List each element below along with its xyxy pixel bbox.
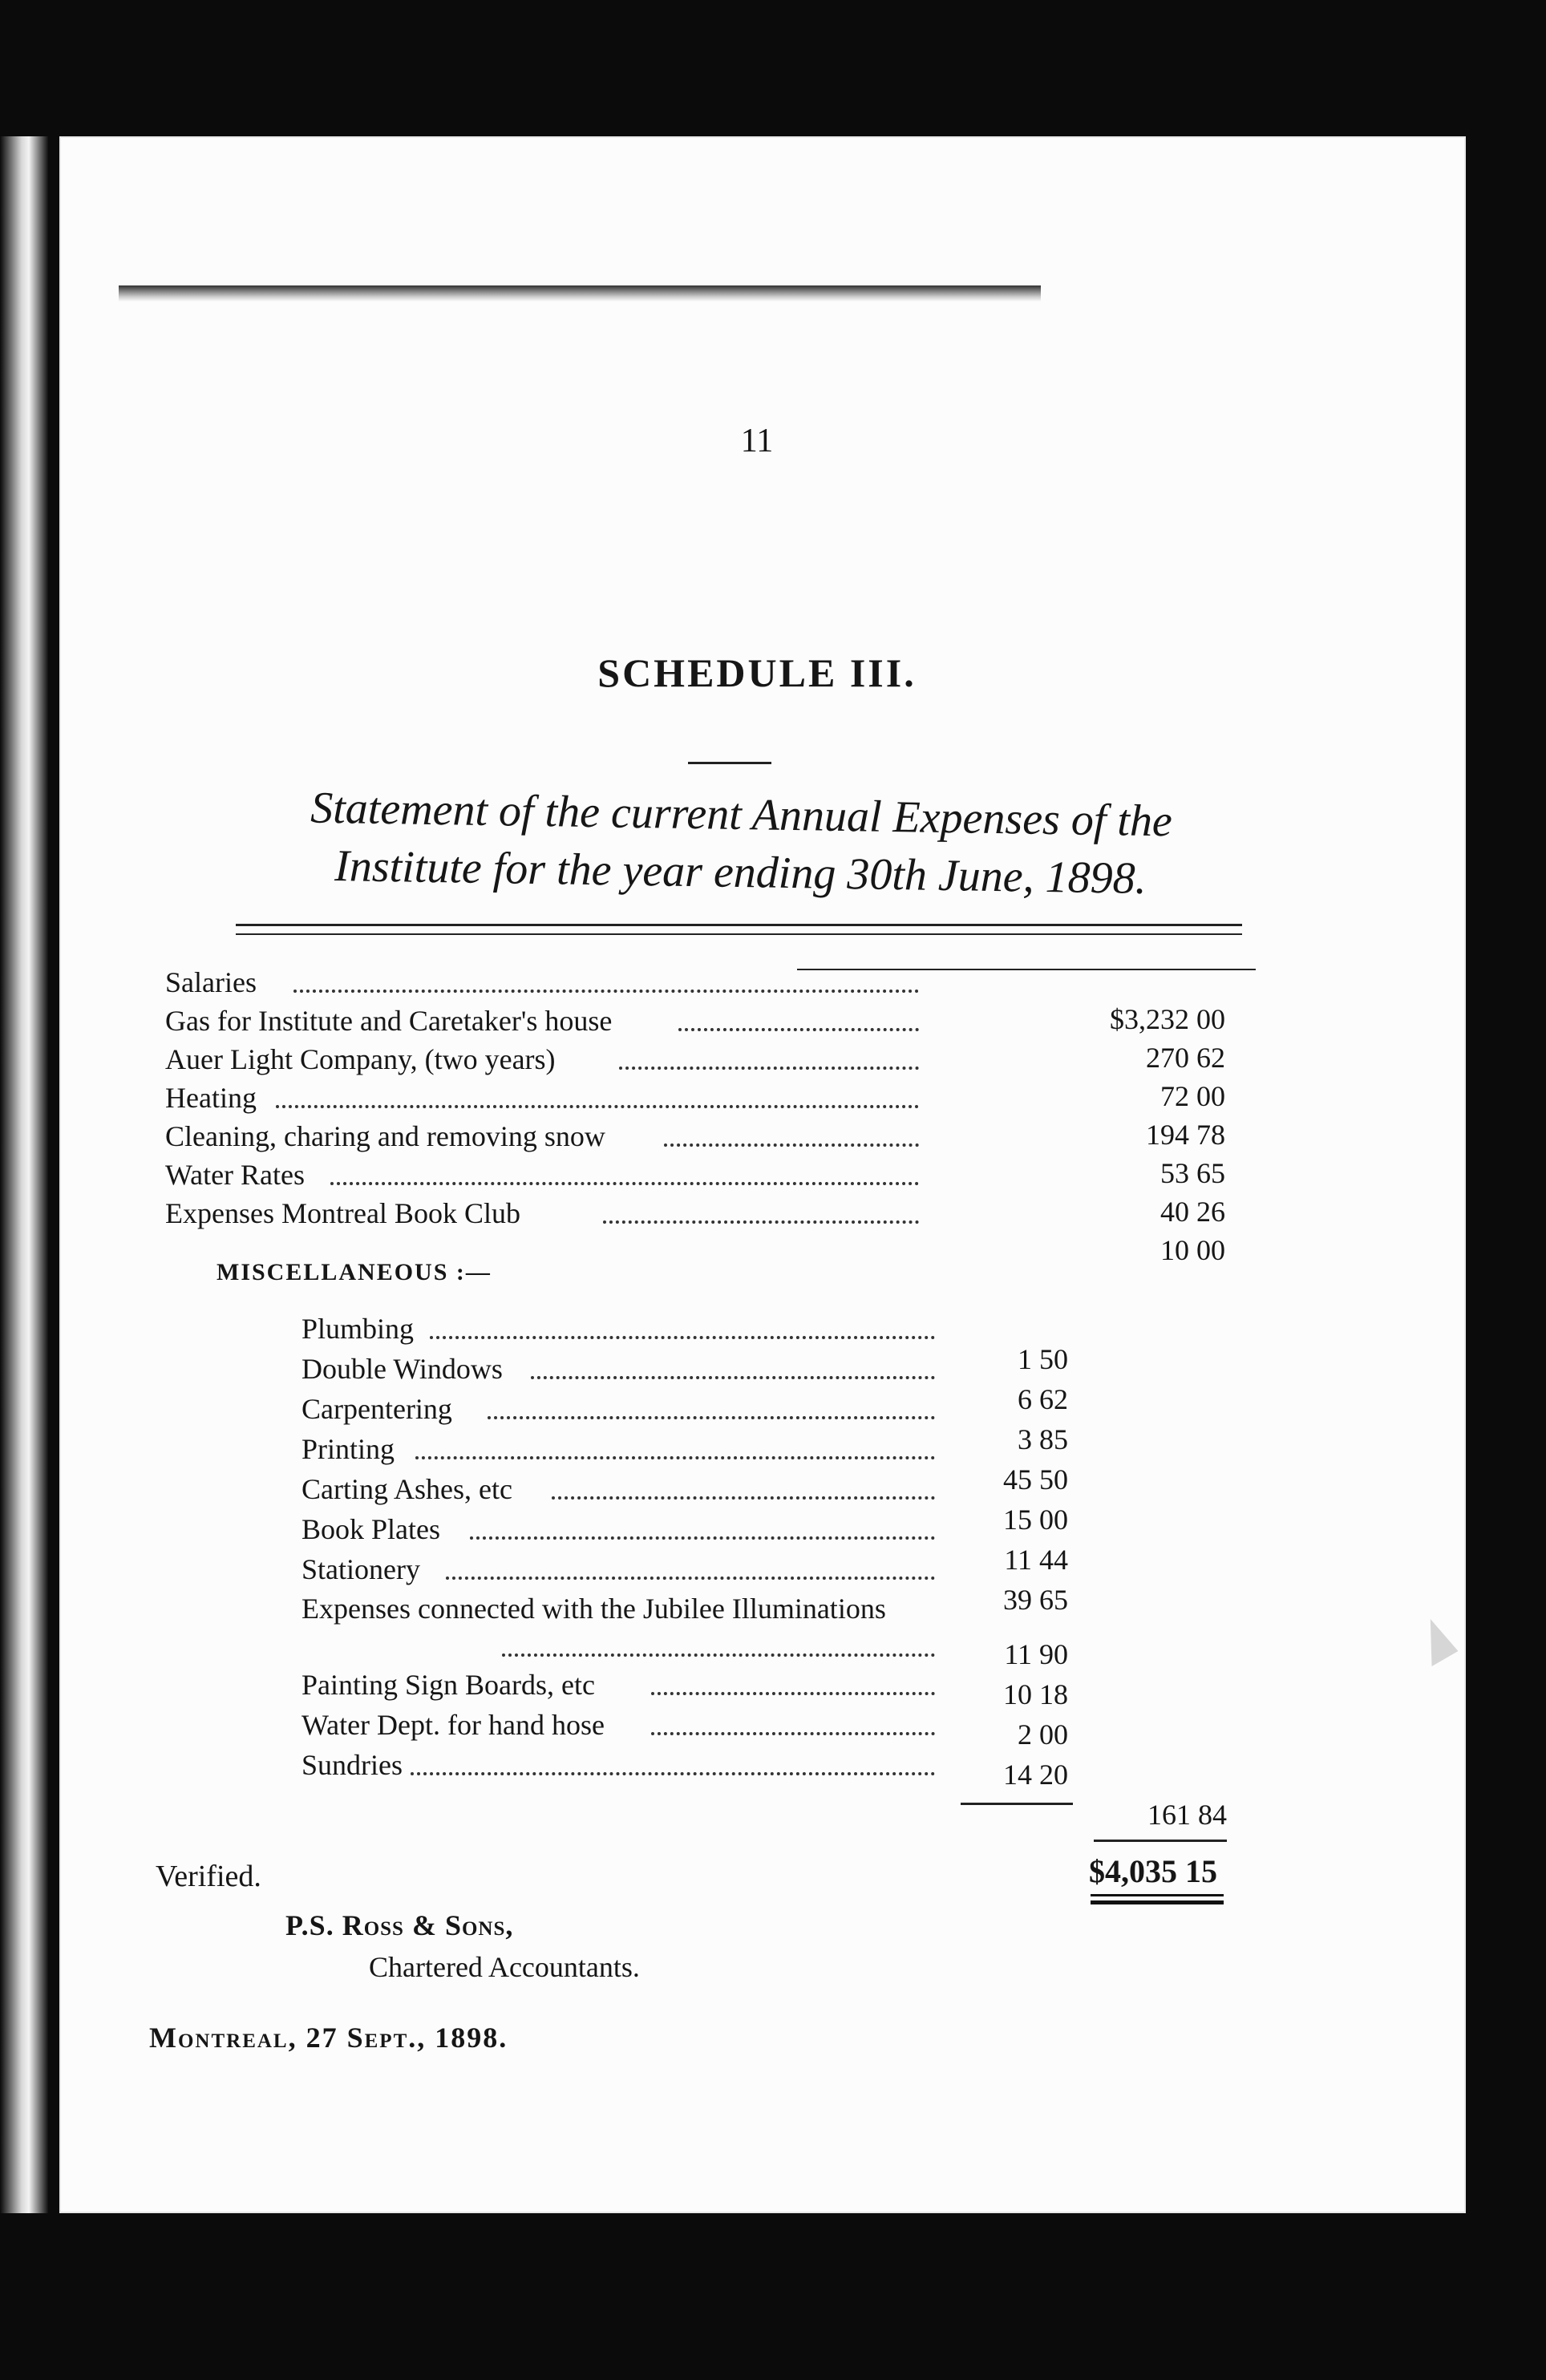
misc-label: Plumbing	[302, 1313, 415, 1345]
expense-label: Salaries	[165, 966, 257, 998]
misc-row	[302, 1747, 991, 1783]
misc-label: Sundries	[302, 1749, 403, 1781]
misc-heading: MISCELLANEOUS :—	[217, 1259, 492, 1285]
expense-label: Cleaning, charing and removing snow	[165, 1120, 605, 1152]
misc-amount: 10 18	[1003, 1678, 1068, 1710]
schedule-title: SCHEDULE III.	[597, 650, 917, 695]
dot-leader	[430, 1302, 935, 1339]
subtitle-line-2: Institute for the year ending 30th June, 1898.	[334, 841, 1147, 904]
misc-amount: 14 20	[1003, 1759, 1068, 1791]
scan-left-edge	[0, 136, 48, 2213]
misc-label: Stationery	[302, 1553, 420, 1585]
misc-amount: 39 65	[1003, 1584, 1068, 1616]
misc-amount: 15 00	[1003, 1504, 1068, 1536]
dot-leader	[330, 1148, 919, 1185]
expense-label: Gas for Institute and Caretaker's house	[165, 1005, 613, 1037]
dot-leader	[664, 1110, 919, 1147]
misc-amount: 45 50	[1003, 1463, 1068, 1496]
place-date-text: Montreal, 27 Sept., 1898.	[149, 2022, 508, 2054]
misc-total: 161 84	[1147, 1799, 1227, 1831]
dot-leader	[446, 1543, 935, 1580]
expense-amount: 72 00	[1160, 1080, 1225, 1112]
expense-amount: $3,232 00	[1110, 1003, 1225, 1035]
dot-leader	[293, 956, 919, 993]
dot-leader	[552, 1463, 935, 1500]
misc-label: Carpentering	[302, 1393, 452, 1425]
place-date	[149, 2021, 508, 2054]
dot-leader	[651, 1698, 935, 1735]
misc-label: Double Windows	[302, 1353, 503, 1385]
expense-label: Expenses Montreal Book Club	[165, 1197, 520, 1229]
dot-leader	[488, 1382, 935, 1419]
misc-label: Book Plates	[302, 1513, 441, 1545]
firm-description: Chartered Accountants.	[369, 1951, 640, 1983]
misc-label: Expenses connected with the Jubilee Illuminations	[302, 1593, 886, 1625]
misc-label: Painting Sign Boards, etc	[302, 1669, 595, 1701]
expense-amount: 270 62	[1146, 1042, 1225, 1074]
document-page	[59, 136, 1466, 2213]
dot-leader	[678, 994, 919, 1031]
firm-name: P.S. Ross & Sons,	[285, 1909, 514, 1941]
misc-amount: 11 90	[1004, 1638, 1068, 1670]
subtitle-line-1: Statement of the current Annual Expenses of the	[310, 783, 1173, 847]
grand-total-underline	[1091, 1894, 1224, 1896]
expense-amount: 53 65	[1160, 1157, 1225, 1189]
misc-row-continuation	[390, 1628, 951, 1665]
dot-leader	[411, 1738, 935, 1775]
expense-amount: 194 78	[1146, 1119, 1225, 1151]
misc-label: Water Dept. for hand hose	[302, 1709, 605, 1741]
dot-leader	[502, 1620, 935, 1657]
title-rule	[688, 762, 771, 764]
dot-leader	[415, 1423, 935, 1459]
misc-amount: 3 85	[1018, 1423, 1068, 1455]
dot-leader	[470, 1503, 935, 1540]
misc-row	[302, 1551, 991, 1588]
misc-label: Carting Ashes, etc	[302, 1473, 512, 1505]
expense-label: Heating	[165, 1082, 257, 1114]
misc-amount: 6 62	[1018, 1383, 1068, 1415]
statement-subtitle	[219, 778, 1263, 909]
dot-leader	[276, 1071, 919, 1108]
verified-label: Verified.	[156, 1860, 261, 1893]
table-double-rule-top	[236, 924, 1242, 926]
total-rule	[1094, 1840, 1227, 1842]
page-inner	[59, 136, 1466, 2213]
grand-total: $4,035 15	[1089, 1853, 1217, 1889]
misc-amount: 2 00	[1018, 1718, 1068, 1751]
dot-leader	[619, 1033, 919, 1070]
expense-amount: 40 26	[1160, 1196, 1225, 1228]
misc-sum-rule	[961, 1803, 1073, 1805]
expense-row	[165, 1195, 967, 1232]
expense-label: Water Rates	[165, 1159, 306, 1191]
page-number: 11	[740, 423, 774, 459]
misc-amount: 1 50	[1018, 1343, 1068, 1375]
dot-leader	[531, 1342, 935, 1379]
misc-label: Printing	[302, 1433, 395, 1465]
expense-amount: 10 00	[1160, 1234, 1225, 1266]
expense-label: Auer Light Company, (two years)	[165, 1043, 556, 1075]
table-double-rule-bottom	[236, 933, 1242, 935]
dot-leader	[603, 1187, 919, 1224]
grand-total-underline-thick	[1091, 1900, 1224, 1904]
misc-amount: 11 44	[1004, 1544, 1068, 1576]
